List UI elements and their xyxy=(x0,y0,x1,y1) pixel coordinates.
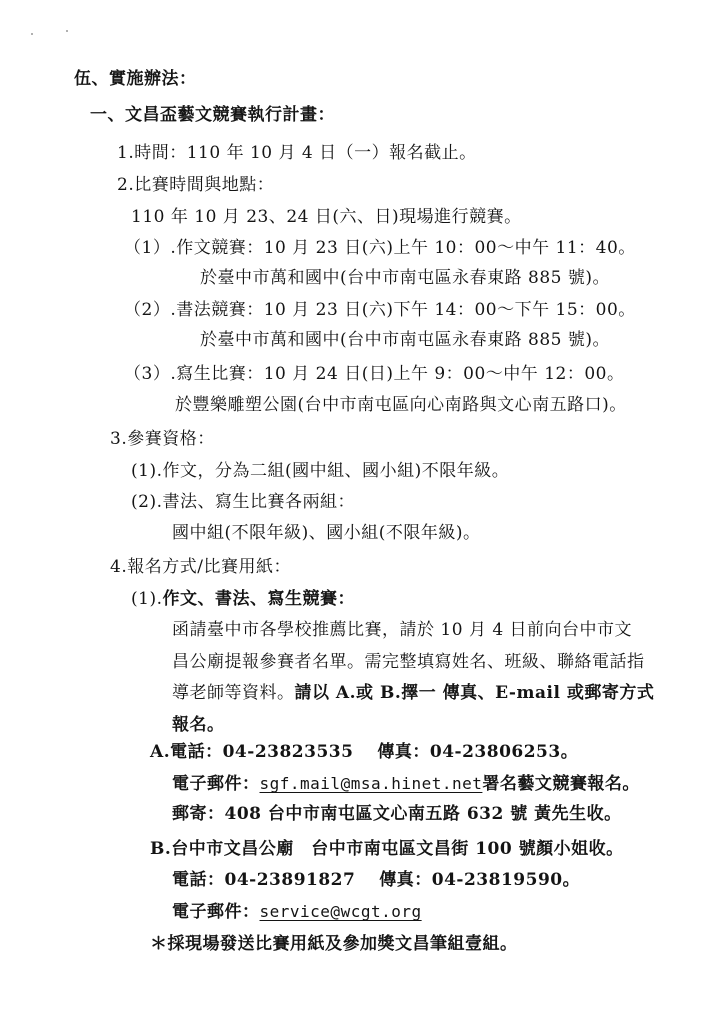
option-a-email-line xyxy=(172,772,640,796)
registration-method-note: 請以 A.或 B.擇一 傳真、E-mail 或郵寄方式 xyxy=(294,683,655,703)
option-a-email-suffix: 署名藝文競賽報名。 xyxy=(482,774,640,794)
eligibility-heading: 3.參賽資格： xyxy=(110,429,215,449)
eligibility-essay: (1).作文，分為二組(國中組、國小組)不限年級。 xyxy=(131,461,510,481)
calligraphy-location: 於臺中市萬和國中(台中市南屯區永春東路 885 號)。 xyxy=(200,330,611,350)
sketch-schedule: （3）.寫生比賽：10 月 24 日(日)上午 9：00～中午 12：00。 xyxy=(124,364,625,384)
option-b-email-label: 電子郵件： xyxy=(172,902,260,922)
scan-speck xyxy=(31,33,33,35)
option-b-email-line xyxy=(172,900,422,924)
sketch-location: 於豐樂雕塑公園(台中市南屯區向心南路與文心南五路口)。 xyxy=(175,395,627,415)
essay-location: 於臺中市萬和國中(台中市南屯區永春東路 885 號)。 xyxy=(200,268,611,288)
option-b-email-link[interactable]: service@wcgt.org xyxy=(259,902,422,921)
venue-heading: 2.比賽時間與地點： xyxy=(117,175,275,195)
option-a-email-link[interactable]: sgf.mail@msa.hinet.net xyxy=(259,774,483,793)
registration-sub-prefix: (1). xyxy=(131,589,163,609)
option-a-phone-fax: A.電話：04-23823535 傳真：04-23806253。 xyxy=(150,742,579,762)
registration-heading: 4.報名方式/比賽用紙： xyxy=(110,557,291,577)
registration-para-line: 函請臺中市各學校推薦比賽，請於 10 月 4 日前向台中市文 xyxy=(172,620,633,640)
plan-heading: 一、文昌盃藝文競賽執行計畫： xyxy=(90,105,335,125)
registration-subheading xyxy=(131,587,355,611)
option-a-mail: 郵寄：408 台中市南屯區文心南五路 632 號 黃先生收。 xyxy=(172,804,622,824)
onsite-note: ＊採現場發送比賽用紙及參加獎文昌筆組壹組。 xyxy=(150,934,518,954)
deadline-line: 1.時間：110 年 10 月 4 日（一）報名截止。 xyxy=(117,143,477,163)
option-a-email-label: 電子郵件： xyxy=(172,774,260,794)
calligraphy-schedule: （2）.書法競賽：10 月 23 日(六)下午 14：00～下午 15：00。 xyxy=(124,300,636,320)
eligibility-arts-detail: 國中組(不限年級)、國小組(不限年級)。 xyxy=(172,523,481,543)
registration-sub-title: 作文、書法、寫生競賽： xyxy=(162,589,355,609)
registration-para-line: 昌公廟提報參賽者名單。需完整填寫姓名、班級、聯絡電話指 xyxy=(172,652,645,672)
option-b-title: B.台中市文昌公廟 台中市南屯區文昌街 100 號顏小姐收。 xyxy=(150,839,624,859)
registration-para-end: 報名。 xyxy=(172,715,225,735)
scan-speck xyxy=(66,30,68,32)
eligibility-arts: (2).書法、寫生比賽各兩組： xyxy=(131,492,355,512)
registration-para-plain: 導老師等資料。 xyxy=(172,683,295,703)
registration-para-line xyxy=(172,681,654,705)
option-b-phone-fax: 電話：04-23891827 傳真：04-23819590。 xyxy=(172,870,581,890)
section-heading: 伍、實施辦法： xyxy=(74,69,197,89)
venue-summary: 110 年 10 月 23、24 日(六、日)現場進行競賽。 xyxy=(131,207,522,227)
essay-schedule: （1）.作文競賽：10 月 23 日(六)上午 10：00～中午 11：40。 xyxy=(124,238,636,258)
